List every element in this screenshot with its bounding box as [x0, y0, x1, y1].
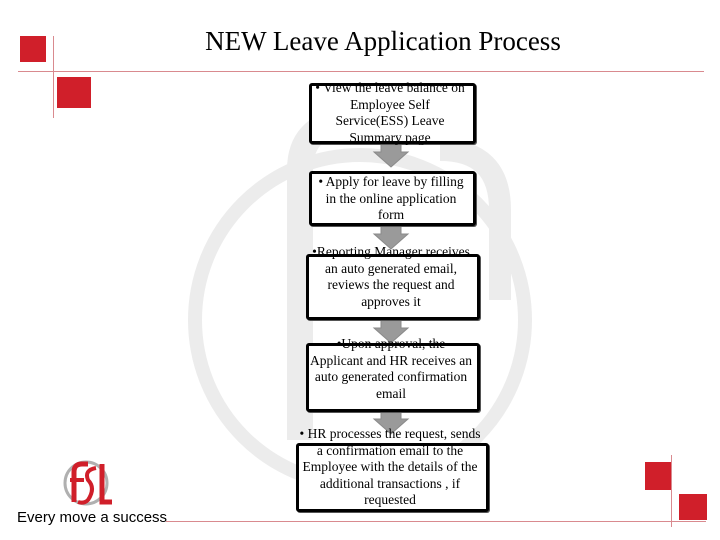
step-text: •Upon approval, the Applicant and HR receives an auto generated confirmation email — [310, 336, 472, 401]
step-text: •Reporting Manager receives an auto generated email, reviews the request and approves it — [312, 244, 470, 309]
step-text: • Apply for leave by filling in the online application form — [318, 174, 464, 222]
company-logo — [62, 458, 118, 508]
step-text: • HR processes the request, sends a confirmation email to the Employee with the details of the additional transactions , if requested — [299, 426, 481, 507]
slide-title: NEW Leave Application Process — [205, 26, 561, 56]
company-tagline: Every move a success — [17, 509, 168, 526]
step-text: • View the leave balance on Employee Self Service(ESS) Leave Summary page — [315, 80, 465, 145]
